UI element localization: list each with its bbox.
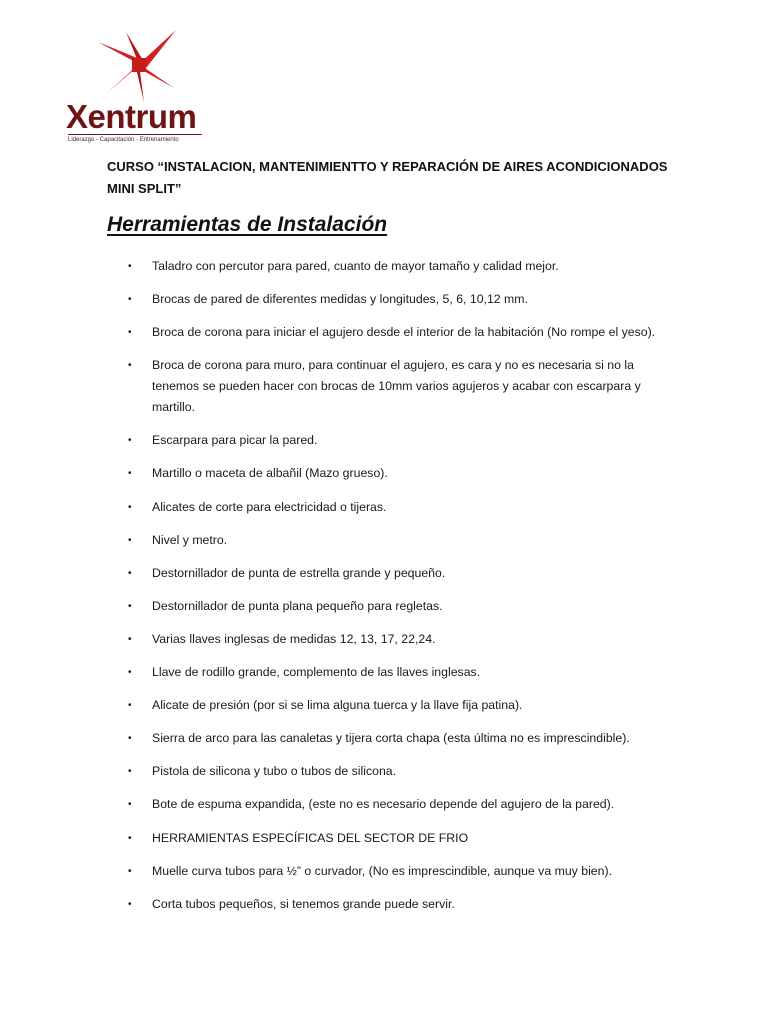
list-item-text: Llave de rodillo grande, complemento de las llaves inglesas.: [152, 665, 481, 680]
list-item: [0, 662, 768, 683]
list-item-text: Alicates de corte para electricidad o tijeras.: [152, 499, 387, 514]
list-item-text: Varias llaves inglesas de medidas 12, 13, 17, 22,24.: [152, 631, 436, 646]
list-item: [0, 430, 768, 451]
list-item: [0, 728, 768, 749]
course-title: CURSO “INSTALACION, MANTENIMIENTTO Y REPARACIÓN DE AIRES ACONDICIONADOS MINI SPLIT”: [107, 159, 668, 196]
star-x-icon: [96, 28, 182, 104]
bullet-icon: •: [128, 567, 132, 579]
list-item-text: Escarpara para picar la pared.: [152, 433, 318, 448]
list-item: [0, 289, 768, 310]
bullet-icon: •: [128, 733, 132, 745]
bullet-icon: •: [128, 360, 132, 372]
list-item-text: Martillo o maceta de albañil (Mazo grueso).: [152, 466, 388, 481]
list-item-text: Pistola de silicona y tubo o tubos de silicona.: [152, 764, 397, 779]
bullet-icon: •: [128, 799, 132, 811]
list-item: [0, 894, 768, 915]
bullet-icon: •: [128, 261, 132, 272]
list-item-text: Brocas de pared de diferentes medidas y longitudes, 5, 6, 10,12 mm.: [152, 292, 528, 307]
list-item: [0, 530, 768, 551]
list-item-text: Broca de corona para iniciar el agujero desde el interior de la habitación (No rompe el yeso).: [152, 325, 656, 340]
logo-wordmark: Xentrum: [66, 98, 197, 135]
bullet-icon: •: [128, 832, 132, 844]
list-item-text: Sierra de arco para las canaletas y tijera corta chapa (esta última no es imprescindible).: [152, 731, 630, 746]
list-item-text: Nivel y metro.: [152, 532, 228, 547]
bullet-icon: •: [128, 600, 132, 612]
list-item-text: Broca de corona para muro, para continuar el agujero, es cara y no es necesaria si no la tenemos se pueden hacer con brocas de 10mm varios agujeros y acabar con escarpara y martillo.: [152, 358, 641, 415]
list-item-text: Alicate de presión (por si se lima alguna tuerca y la llave fija patina).: [152, 698, 523, 713]
list-item: [0, 256, 768, 277]
company-logo: [66, 28, 216, 144]
list-item: [0, 563, 768, 584]
list-item-text: Bote de espuma expandida, (este no es necesario depende del agujero de la pared).: [152, 797, 615, 812]
list-item-text: Corta tubos pequeños, si tenemos grande puede servir.: [152, 896, 455, 911]
list-item-text: HERRAMIENTAS ESPECÍFICAS DEL SECTOR DE FRIO: [152, 830, 469, 845]
list-item: [0, 695, 768, 716]
list-item: [0, 355, 768, 418]
list-item-text: Taladro con percutor para pared, cuanto de mayor tamaño y calidad mejor.: [152, 259, 559, 273]
bullet-icon: •: [128, 435, 132, 447]
list-item: [0, 322, 768, 343]
bullet-icon: •: [128, 766, 132, 778]
list-item: [0, 861, 768, 882]
list-item-text: Destornillador de punta plana pequeño para regletas.: [152, 598, 443, 613]
list-item: [0, 828, 768, 849]
bullet-icon: •: [128, 865, 132, 877]
bullet-icon: •: [128, 898, 132, 910]
bullet-icon: •: [128, 501, 132, 513]
tool-list: [0, 256, 768, 927]
logo-tagline: Liderazgo - Capacitación - Entrenamiento: [68, 134, 202, 143]
list-item: [0, 629, 768, 650]
list-item: [0, 761, 768, 782]
list-item: [0, 794, 768, 815]
list-item-text: Muelle curva tubos para ½” o curvador, (No es imprescindible, aunque va muy bien).: [152, 863, 612, 878]
bullet-icon: •: [128, 700, 132, 712]
bullet-icon: •: [128, 468, 132, 480]
bullet-icon: •: [128, 534, 132, 546]
bullet-icon: •: [128, 327, 132, 339]
list-item: [0, 463, 768, 484]
list-item: [0, 596, 768, 617]
bullet-icon: •: [128, 667, 132, 679]
list-item: [0, 497, 768, 518]
section-heading: Herramientas de Instalación: [107, 213, 388, 236]
bullet-icon: •: [128, 294, 132, 306]
bullet-icon: •: [128, 633, 132, 645]
list-item-text: Destornillador de punta de estrella grande y pequeño.: [152, 565, 446, 580]
